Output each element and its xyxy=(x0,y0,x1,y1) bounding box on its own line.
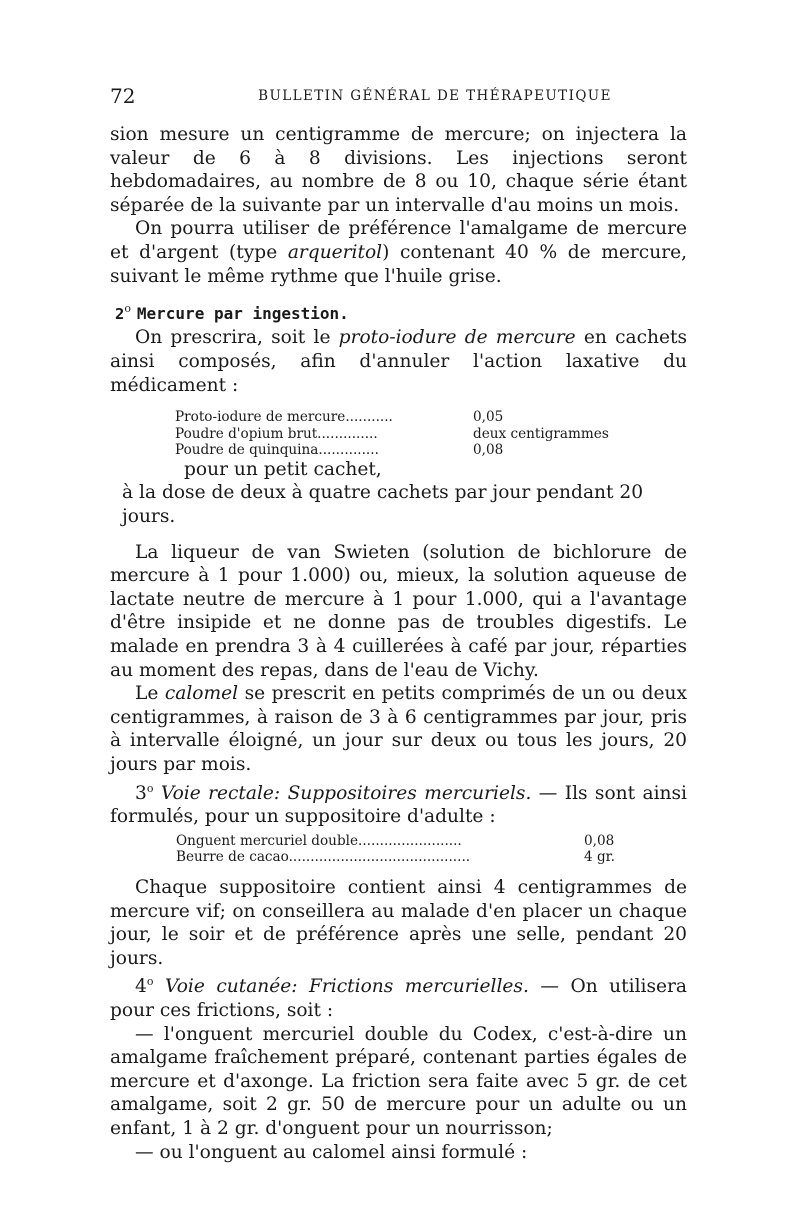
paragraph-van-swieten: La liqueur de van Swieten (solution de bichlorure de mercure à 1 pour 1.000) ou, mieux, la solution aqueuse de lactate neutre de mercure à 1 pour 1.000, qui a l'avantage d'être insipide et ne donne pas de troubles digestifs. Le malade en prendra 3 à 4 cuillerées à café par jour, réparties au moment des repas, dans de l'eau de Vichy. xyxy=(110,541,687,681)
recipe-row: Onguent mercuriel double........................ 0,08 xyxy=(176,832,615,849)
page-number: 72 xyxy=(110,84,136,108)
paragraph-suppositoire: Chaque suppositoire contient ainsi 4 centigrammes de mercure vif; on conseillera au malade d'en placer un chaque jour, le soir et de préférence après une selle, pendant 20 jours. xyxy=(110,876,687,969)
paragraph-proto-iodure: On prescrira, soit le proto-iodure de mercure en cachets ainsi composés, afin d'annuler l'action laxative du médicament : xyxy=(110,327,687,396)
paragraph-injection-dose: sion mesure un centigramme de mercure; on injectera la valeur de 6 à 8 divisions. Les injections seront hebdomadaires, au nombre de 8 ou 10, chaque série étant séparée de la suivante par un intervalle d'au moins un mois. xyxy=(110,124,687,216)
section-heading-ingestion: 2$^o$ Mercure par ingestion. xyxy=(115,302,349,324)
recipe-footnote: pour un petit cachet, xyxy=(184,458,382,480)
recipe-row: Beurre de cacao.......................................... 4 gr. xyxy=(176,849,615,866)
paragraph-voie-cutanee: 4$^o$ Voie cutanée: Frictions mercurielles. — On utilisera pour ces frictions, soit : xyxy=(110,975,687,1022)
running-title: BULLETIN GÉNÉRAL DE THÉRAPEUTIQUE xyxy=(258,88,612,104)
voie-rectale-heading: Voie rectale: Suppositoires mercuriels. xyxy=(160,782,532,804)
paragraph-onguent-calomel: — ou l'onguent au calomel ainsi formulé : xyxy=(135,1141,528,1163)
paragraph-onguent-mercuriel: — l'onguent mercuriel double du Codex, c'est-à-dire un amalgame fraîchement préparé, contenant parties égales de mercure et d'axonge. La friction sera faite avec 5 gr. de cet amalgame, soit 2 gr. 50 de mercure pour un adulte ou un enfant, 1 à 2 gr. d'onguent pour un nourrisson; xyxy=(110,1023,687,1140)
recipe-cachet xyxy=(110,409,687,459)
calomel-term: calomel xyxy=(164,683,239,705)
page-body xyxy=(110,123,687,1164)
recipe-suppositoire xyxy=(110,833,687,866)
recipe-row: Poudre de quinquina.............. 0,08 xyxy=(175,442,504,459)
voie-cutanee-heading: Voie cutanée: Frictions mercurielles. xyxy=(164,976,529,998)
paragraph-calomel: Le calomel se prescrit en petits comprimés de un ou deux centigrammes, à raison de 3 à 6 centigrammes par jour, pris à intervalle éloigné, un jour sur deux ou tous les jours, 20 jours par mois. xyxy=(110,683,688,775)
page-header xyxy=(110,84,690,110)
arqueritol-term: arqueritol xyxy=(287,241,383,263)
proto-iodure-term: proto-iodure de mercure xyxy=(338,327,576,349)
recipe-row: Proto-iodure de mercure........... 0,05 xyxy=(175,409,504,426)
paragraph-amalgame: On pourra utiliser de préférence l'amalgame de mercure et d'argent (type arqueritol) contenant 40 % de mercure, suivant le même rythme que l'huile grise. xyxy=(110,218,687,287)
recipe-dosage: à la dose de deux à quatre cachets par jour pendant 20 jours. xyxy=(122,481,644,527)
paragraph-voie-rectale: 3$^o$ Voie rectale: Suppositoires mercuriels. — Ils sont ainsi formulés, pour un suppositoire d'adulte : xyxy=(110,781,687,828)
recipe-row: Poudre d'opium brut.............. deux centigrammes xyxy=(175,425,609,442)
